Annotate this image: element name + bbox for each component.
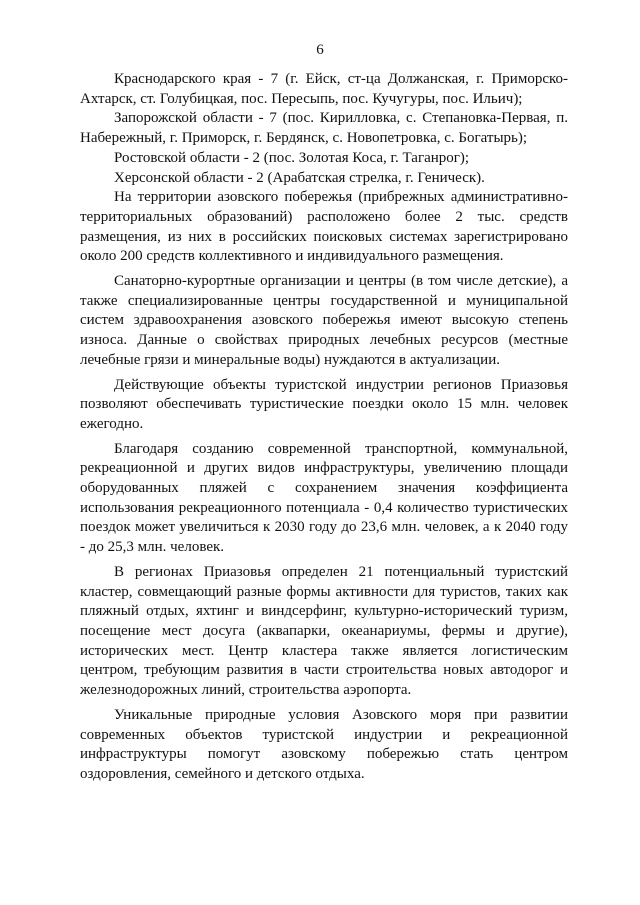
paragraph-accommodation: На территории азовского побережья (прибрежных административно-территориальных образований) расположено более 2 тыс. средств размещения, из них в российских поисковых системах зарегистрировано около 200 средств коллективного и индивидуального размещения. bbox=[80, 189, 568, 265]
paragraph-infrastructure-forecast: Благодаря созданию современной транспортной, коммунальной, рекреационной и других видов инфраструктуры, увеличению площади оборудованных пляжей с сохранением значения коэффициента использования рекреационного потенциала - 0,4 количество туристических поездок может увеличиться к 2030 году до 23,6 млн. человек, а к 2040 году - до 25,3 млн. человек. bbox=[80, 440, 568, 556]
paragraph-krasnodar: Краснодарского края - 7 (г. Ейск, ст-ца Должанская, г. Приморско-Ахтарск, ст. Голубицкая, пос. Пересыпь, пос. Кучугуры, пос. Ильич); bbox=[80, 71, 568, 107]
page-number: 6 bbox=[316, 42, 324, 58]
paragraph-zaporozhye: Запорожской области - 7 (пос. Кирилловка, с. Степановка-Первая, п. Набережный, г. Приморск, г. Бердянск, с. Новопетровка, с. Богатырь); bbox=[80, 110, 568, 147]
paragraph-tourist-clusters: В регионах Приазовья определен 21 потенциальный туристский кластер, совмещающий разные формы активности для туристов, таких как пляжный отдых, яхтинг и виндсерфинг, культурно-исторический туризм, посещение мест досуга (аквапарки, океанариумы, фермы и другие), исторических мест. Центр кластера также является логистическим центром, требующим развития в части строительства новых автодорог и железнодорожных линий, строительства аэропорта. bbox=[80, 563, 568, 699]
paragraph-kherson: Херсонской области - 2 (Арабатская стрелка, г. Геническ). bbox=[114, 169, 485, 186]
paragraph-rostov: Ростовской области - 2 (пос. Золотая Коса, г. Таганрог); bbox=[114, 149, 470, 166]
paragraph-tourist-trips: Действующие объекты туристской индустрии регионов Приазовья позволяют обеспечивать туристические поездки около 15 млн. человек ежегодно. bbox=[80, 376, 568, 432]
paragraph-unique-conditions: Уникальные природные условия Азовского моря при развитии современных объектов туристской индустрии и рекреационной инфраструктуры помогут азовскому побережью стать центром оздоровления, семейного и детского отдыха. bbox=[80, 706, 568, 782]
paragraph-sanatoriums: Санаторно-курортные организации и центры (в том числе детские), а также специализированные центры государственной и муниципальной систем здравоохранения азовского побережья имеют высокую степень износа. Данные о свойствах природных лечебных ресурсов (местные лечебные грязи и минеральные воды) нуждаются в актуализации. bbox=[80, 273, 568, 368]
document-body bbox=[80, 70, 568, 785]
